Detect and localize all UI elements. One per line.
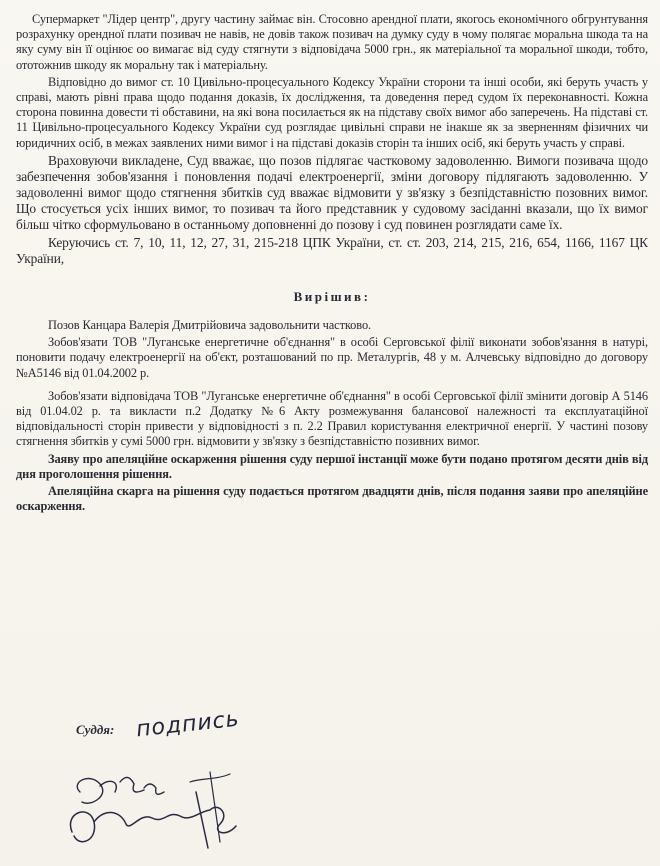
paragraph-conclusion: Враховуючи викладене, Суд вважає, що позов підлягає частковому задоволенню. Вимоги позивача щодо забезпечення зобов'язання і поновлення подачі електроенергії, зміни договору підлягають задоволенню. У задоволенні вимог щодо стягнення збитків суд вважає відмовити у зв'язку з безпідставністю позовних вимог. Що стосується усіх інших вимог, то позивач та його представник у судовому засіданні вказали, що їх вимог більш чітко сформульовано в останньому доповненні до позову і суд повинен розглядати саме їх. — [16, 152, 648, 232]
decision-item-5: Апеляційна скарга на рішення суду подається протягом двадцяти днів, після подання заяви про апеляційне оскарження. — [16, 484, 648, 514]
paragraph-article-10: Відповідно до вимог ст. 10 Цивільно-процесуального Кодексу України сторони та інші особи, які беруть участь у справі, мають рівні права щодо подання доказів, їх дослідження, та доведення перед судом їх переконавності. Кожна сторона повинна довести ті обставини, на які вона посилається як на підставу своїх вимог або заперечень. На підставі ст. 11 Цивільно-процесуального Кодексу України суд розглядає цивільні справи не інакше як за зверненням фізичних чи юридичних осіб, в межах заявлених ними вимог і на підставі доказів сторін та інших осіб, які беруть участь у справі. — [16, 74, 648, 150]
judge-label: Суддя: — [76, 722, 115, 737]
signature-area — [40, 706, 340, 862]
decision-heading: Вирішив: — [293, 288, 371, 304]
decision-item-3: Зобов'язати відповідача ТОВ "Луганське енергетичне об'єднання" в особі Серговської філії змінити договір А 5146 від 01.04.02 р. та викласти п.2 Додатку №6 Акту розмежування балансової належності та експлуатаційної відповідальності сторін привести у відповідності з п. 2.2 Правил користування електричної енергії. У частині позову стягнення збитків у сумі 5000 грн. відмовити у зв'язку з безпідставністю позивних вимог. — [16, 388, 648, 449]
decision-item-2: Зобов'язати ТОВ "Луганське енергетичне об'єднання" в особі Серговської філії виконати зобов'язання в натурі, поновити подачу електроенергії на об'єкт, розташований по пр. Металургів, 48 у м. Алчевську відповідно до договору №А5146 від 01.04.2002 р. — [16, 335, 648, 380]
decision-item-4: Заяву про апеляційне оскарження рішення суду першої інстанції може бути подано протягом десяти днів від дня проголошення рішення. — [16, 451, 648, 481]
paragraph-legal-basis: Керуючись ст. 7, 10, 11, 12, 27, 31, 215-218 ЦПК України, ст. ст. 203, 214, 215, 216, 654, 1166, 1167 ЦК України, — [16, 234, 648, 266]
decision-item-1: Позов Канцара Валерія Дмитрійовича задовольнити частково. — [48, 318, 372, 333]
handwritten-note: подпись — [134, 706, 241, 743]
signature-icon — [60, 752, 260, 852]
paragraph-rent: Супермаркет "Лідер центр", другу частину займає він. Стосовно арендної плати, якогось економічного обгрунтування розрахунку орендної плати позивач не навів, не довів також позивач на думку суду в чому полягає моральна шкода та на яку суму він її оцінює оо вимагає від суду стягнути з відповідача 5000 грн., як матеріальної та моральної шкоди, тобто, ототожнив шкоду як моральну так і матеріальну. — [16, 12, 648, 72]
document-body — [16, 12, 648, 516]
